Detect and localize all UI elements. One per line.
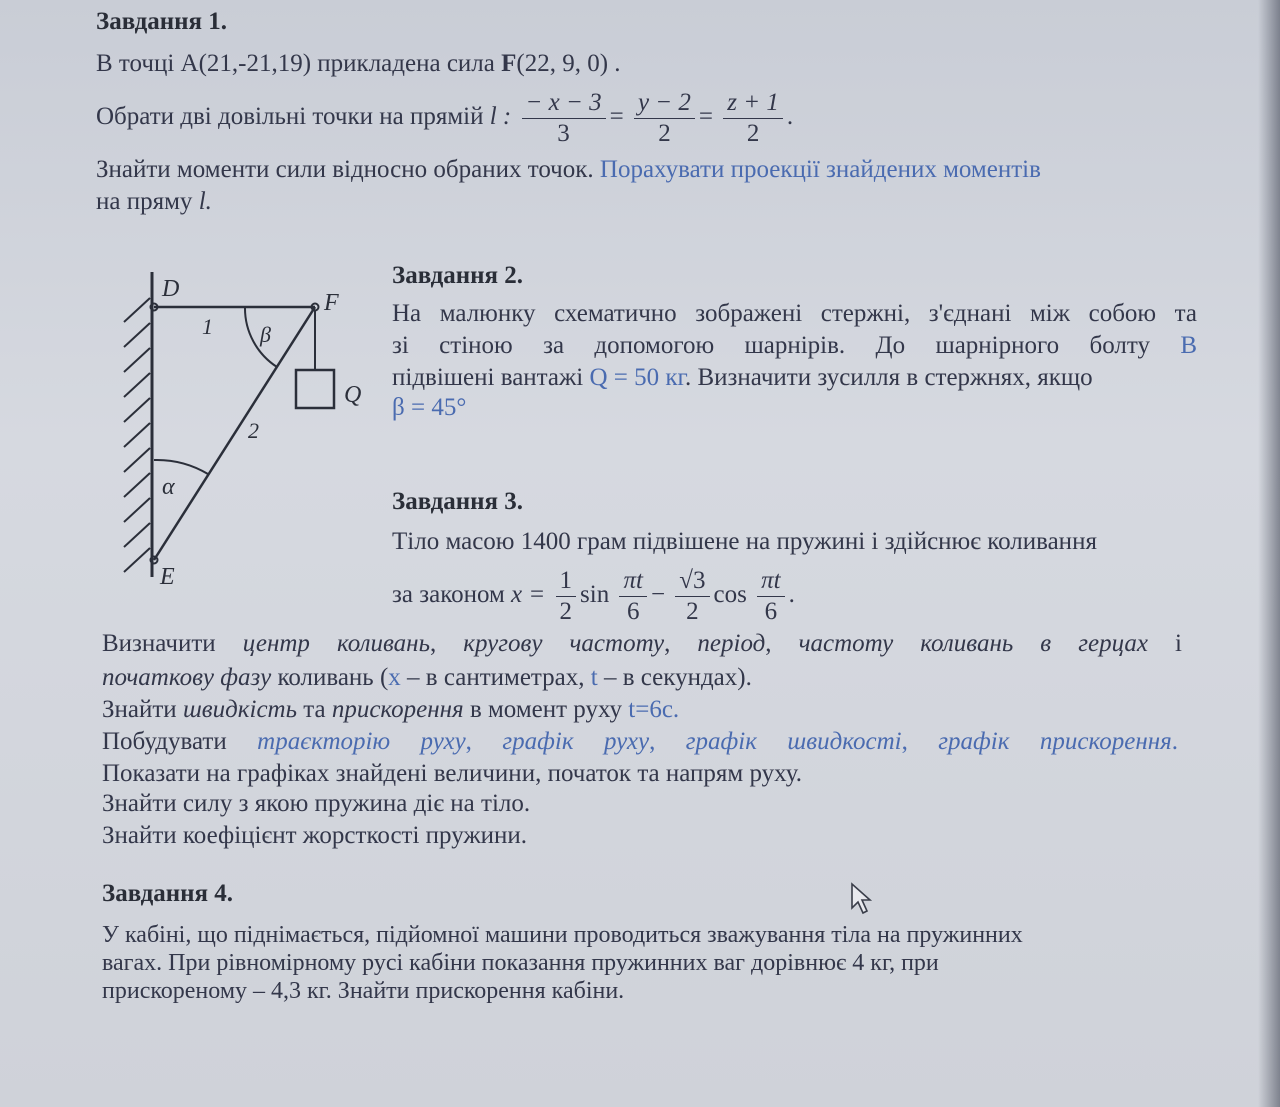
label-2: 2 [248,418,259,443]
line-l-label: l : [489,103,512,131]
bolt-B: В [1180,332,1197,359]
fraction-x: $\frac{- x - 3}{3}$ [522,88,606,149]
task3-line3: початкову фазу коливань (x – в сантиметрах, t – в секундах). [102,664,752,691]
task3-line6: Показати на графіках знайдені величини, початок та напрям руху. [102,760,802,787]
fraction-sqrt3-2: $\frac{√3}{2}$ [675,566,709,627]
fraction-half: $\frac{1}{2}$ [556,566,577,627]
fraction-pit-6-a: $\frac{\pi t}{6}$ [619,566,646,627]
fraction-z: $\frac{z + 1}{2}$ [723,88,783,149]
label-1: 1 [202,314,213,339]
task3-line7: Знайти силу з якою пружина діє на тіло. [102,790,531,817]
label-beta: β [260,322,271,347]
fraction-pit-6-b: $\frac{\pi t}{6}$ [757,566,784,627]
task2-beta-value: β = 45° [392,394,467,421]
task3-title: Завдання 3. [392,488,524,515]
label-Q: Q [344,382,362,408]
task1-line4: на пряму l. [96,188,212,215]
label-D: D [162,276,180,302]
task3-line4: Знайти швидкість та прискорення в момент руху t=6c. [102,696,680,723]
force-symbol: F [501,50,517,77]
fraction-y: $\frac{y - 2}{2}$ [634,88,695,149]
rod-diagram [110,262,370,592]
task2-title: Завдання 2. [392,262,524,289]
task1-line2: Обрати дві довільні точки на прямій l : $\frac{- x - 3}{3}$ = $\frac{y - 2}{2}$ = $\frac{z + 1}{2}$ . [96,89,794,147]
label-alpha: α [162,474,175,500]
task3-law: за законом x = $\frac{1}{2}$ sin $\frac{\pi t}{6}$ − $\frac{√3}{2}$ cos $\frac{\pi t}{6}$ . [392,567,795,625]
task1-line1-text: В точці А(21,-21,19) прикладена сила [96,50,502,77]
task3-line8: Знайти коефіцієнт жорсткості пружини. [102,822,528,849]
task1-line3: Знайти моменти сили відносно обраних точок. Порахувати проекції знайдених моментів [96,156,1041,183]
task1-line1 [96,50,621,78]
task4-line2: вагах. При рівномірному русі кабіни показання пружинних ваг дорівнює 4 кг, при [102,950,939,976]
task3-line1: Тіло масою 1400 грам підвішене на пружині і здійснює коливання [392,528,1097,555]
wall-hatching [124,298,150,572]
task1-title: Завдання 1. [96,8,228,35]
label-F: F [324,290,339,316]
task4-title: Завдання 4. [102,880,234,907]
load-value: Q = 50 кг [589,364,685,391]
task3-line2: Визначити центр коливань, кругову частоту, період, частоту коливань в герцах і [102,630,1182,657]
rod-2 [154,307,315,560]
task2-line1: На малюнку схематично зображені стержні, з'єднані між собою та [392,300,1197,327]
task4-line3: прискореному – 4,3 кг. Знайти прискорення кабіни. [102,978,625,1004]
task1-line2-text: Обрати дві довільні точки на прямій [96,103,490,131]
label-E: E [160,564,175,590]
force-vector: (22, 9, 0) . [516,50,621,77]
screen-edge-shadow [1258,0,1280,1107]
load-box [296,370,334,408]
task4-line1: У кабіні, що піднімається, підйомної машини проводиться зважування тіла на пружинних [102,922,1023,948]
task2-line3: підвішені вантажі Q = 50 кг. Визначити зусилля в стержнях, якщо [392,364,1093,391]
task3-line5: Побудувати траєкторію руху, графік руху, графік швидкості, графік прискорення. [102,728,1178,755]
mouse-cursor-icon [850,882,874,916]
task2-line2: зі стіною за допомогою шарнірів. До шарнірного болту В [392,332,1197,359]
alpha-arc [154,460,208,474]
task1-line3-highlight: Порахувати проекції знайдених моментів [599,156,1041,183]
